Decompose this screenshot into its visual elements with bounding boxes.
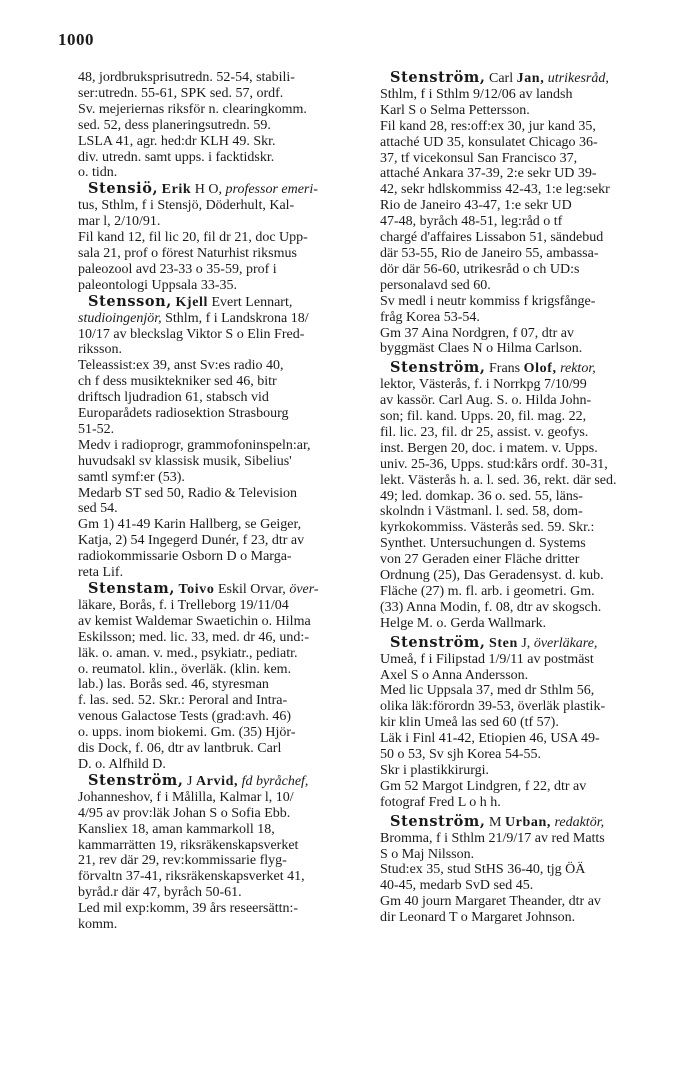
entry-given-name: Sten xyxy=(489,635,518,651)
entry-line: där 53-55, Rio de Janeiro 55, ambassa- xyxy=(380,245,599,261)
entry-line: 51-52. xyxy=(78,421,115,437)
entry-given-name: Arvid, xyxy=(195,773,239,789)
entry-line: venous Galactose Tests (grad:avh. 46) xyxy=(78,709,291,725)
entry-line: fotograf Fred L o h h. xyxy=(380,794,501,810)
entry-line: Skr i plastikkirurgi. xyxy=(380,762,490,778)
entry-line: son; fil. kand. Upps. 20, fil. mag. 22, xyxy=(380,409,587,425)
entry-line: olika läk:förordn 39-53, överläk plastik- xyxy=(380,699,606,715)
entry-line: komm. xyxy=(78,917,118,933)
entry-line: univ. 25-36, Upps. stud:kårs ordf. 30-31, xyxy=(380,456,608,472)
entry-line: Sv medl i neutr kommiss f krigsfånge- xyxy=(380,293,596,309)
entry-line: 37, tf vicekonsul San Francisco 37, xyxy=(380,150,578,166)
entry-line: Rio de Janeiro 43-47, 1:e sekr UD xyxy=(380,198,572,214)
entry-line: huvudsakl sv klassisk musik, Sibelius' xyxy=(78,453,292,469)
entry-line: Karl S o Selma Pettersson. xyxy=(380,102,530,118)
entry-other-names: J xyxy=(187,773,193,789)
entry-line: personalavd sed 60. xyxy=(380,277,491,293)
entry-stensio xyxy=(78,181,360,293)
entry-surname: Stenström, xyxy=(390,812,486,830)
entry-line: Fil kand 28, res:off:ex 30, jur kand 35, xyxy=(380,118,596,134)
entry-line: o. upps. inom biokemi. Gm. (35) Hjör- xyxy=(78,725,296,741)
entry-line: f. las. sed. 52. Skr.: Peroral and Intra- xyxy=(78,693,288,709)
entry-line: sed 54. xyxy=(78,501,118,517)
entry-line: inst. Bergen 20, doc. i matem. v. Upps. xyxy=(380,440,598,456)
entry-line: S o Maj Nilsson. xyxy=(380,846,475,862)
entry-title: redaktör, xyxy=(554,814,605,830)
entry-line: Bromma, f i Sthlm 21/9/17 av red Matts xyxy=(380,830,605,846)
entry-line: sed. 52, dess planeringsutredn. 59. xyxy=(78,117,271,133)
entry-other-names: Carl xyxy=(489,71,514,86)
entry-heading xyxy=(78,294,360,311)
entry-line: Medv i radioprogr, grammofoninspeln:ar, xyxy=(78,437,311,453)
entry-line: ser:utredn. 55-61, SPK sed. 57, ordf. xyxy=(78,85,284,101)
entry-line: Led mil exp:komm, 39 års reseersättn:- xyxy=(78,901,299,917)
entry-line: 50 o 53, Sv sjh Korea 54-55. xyxy=(380,747,541,763)
entry-line: Katja, 2) 54 Ingegerd Dunér, f 23, dtr av xyxy=(78,533,305,549)
entry-other-names: J, xyxy=(521,635,531,651)
entry-surname: Stensson, xyxy=(88,292,172,310)
entry-line: (33) Anna Modin, f. 08, dtr av skogsch. xyxy=(380,599,602,615)
entry-stenstrom-olof xyxy=(380,360,674,631)
entry-line: radiokommissarie Osborn D o Marga- xyxy=(78,549,292,565)
entry-line: Sv. mejeriernas riksför n. clearingkomm. xyxy=(78,101,307,117)
entry-line: dör där 56-60, utrikesråd o ch UD:s xyxy=(380,261,580,277)
entry-line: lab.) las. Borås sed. 46, styresman xyxy=(78,677,269,693)
entry-stenstam xyxy=(78,581,360,773)
entry-surname: Stenström, xyxy=(390,69,486,86)
entry-heading xyxy=(78,773,360,790)
entry-heading xyxy=(78,181,360,198)
entry-line: o. reumatol. klin., överläk. (klin. kem. xyxy=(78,661,292,677)
entry-line: samtl symf:er (53). xyxy=(78,469,185,485)
entry-line: dis Dock, f. 06, dtr av lantbruk. Carl xyxy=(78,741,282,757)
entry-line: Umeå, f i Filipstad 1/9/11 av postmäst xyxy=(380,651,594,667)
entry-line: Fläche (27) m. fl. arb. i geometri. Gm. xyxy=(380,584,595,599)
entry-surname: Stenström, xyxy=(390,359,486,377)
entry-surname: Stenström, xyxy=(390,633,486,651)
entry-line: Johanneshov, f i Målilla, Kalmar l, 10/ xyxy=(78,789,294,805)
entry-line: o. tidn. xyxy=(78,165,118,181)
entry-line: paleontologi Uppsala 33-35. xyxy=(78,277,238,293)
entry-line: Med lic Uppsala 37, med dr Sthlm 56, xyxy=(380,683,595,699)
entry-surname: Stenström, xyxy=(88,771,184,789)
entry-line: fråg Korea 53-54. xyxy=(380,309,480,325)
entry-stenstrom-sten xyxy=(380,635,674,811)
entry-line: paleozool avd 23-33 o 35-59, prof i xyxy=(78,261,277,277)
entry-line-text: Sthlm, f i Landskrona 18/ xyxy=(165,310,309,326)
entry-line: Axel S o Anna Andersson. xyxy=(380,667,529,683)
entry-title: fd byråchef, xyxy=(241,773,309,789)
entry-line: läk. o. aman. v. med., psykiatr., pediatr. xyxy=(78,645,298,661)
entry-line: Gm 40 journ Margaret Theander, dtr av xyxy=(380,894,601,910)
entry-given-name: Urban, xyxy=(504,814,551,830)
entry-line: lektor, Västerås, f. i Norrkpg 7/10/99 xyxy=(380,377,587,393)
entry-line: läkare, Borås, f. i Trelleborg 19/11/04 xyxy=(78,597,289,613)
entry-surname: Stenstam, xyxy=(88,580,175,597)
entry-title: studioingenjör, xyxy=(78,310,162,326)
entry-line: 21, rev där 29, rev:kommissarie flyg- xyxy=(78,853,287,869)
entry-line xyxy=(78,311,360,327)
entry-line: dir Leonard T o Margaret Johnson. xyxy=(380,910,576,926)
entry-surname: Stensiö, xyxy=(88,180,159,198)
entry-line: mar l, 2/10/91. xyxy=(78,214,161,230)
entry-line: byråd.r där 47, byråch 50-61. xyxy=(78,885,242,901)
entry-line: Fil kand 12, fil lic 20, fil dr 21, doc Upp- xyxy=(78,230,308,246)
entry-line: attaché UD 35, konsulatet Chicago 36- xyxy=(380,134,598,150)
continuation-entry xyxy=(78,70,360,181)
entry-title: överläkare, xyxy=(533,635,598,651)
entry-title: rektor, xyxy=(560,361,596,377)
left-column xyxy=(78,70,360,933)
entry-line: chargé d'affaires Lissabon 51, sändebud xyxy=(380,230,604,246)
entry-line: 48, jordbruksprisutredn. 52-54, stabili- xyxy=(78,70,295,85)
entry-line: D. o. Alfhild D. xyxy=(78,756,166,772)
entry-other-names: Frans xyxy=(489,361,521,377)
entry-line: 49; led. domkap. 36 o. sed. 55, läns- xyxy=(380,488,583,504)
entry-line: ch f dess musiktekniker sed 46, bitr xyxy=(78,374,277,390)
entry-line: reta Lif. xyxy=(78,565,124,581)
entry-line: Synthet. Untersuchungen d. Systems xyxy=(380,536,586,552)
entry-line: 40-45, medarb SvD sed 45. xyxy=(380,878,534,894)
entry-line: av kemist Waldemar Swaetichin o. Hilma xyxy=(78,613,311,629)
entry-line: von 27 Geraden einer Fläche dritter xyxy=(380,552,580,568)
entry-line: Läk i Finl 41-42, Etiopien 46, USA 49- xyxy=(380,731,600,747)
entry-line: kammarrätten 19, riksräkenskapsverket xyxy=(78,837,299,853)
entry-line: tus, Sthlm, f i Stensjö, Döderhult, Kal- xyxy=(78,198,295,214)
entry-line: riksson. xyxy=(78,342,122,358)
entry-title: professor emeri- xyxy=(225,182,318,198)
entry-other-names: H O, xyxy=(194,182,223,198)
entry-stenstrom-jan xyxy=(380,70,674,357)
entry-line: lekt. Västerås h. a. l. sed. 36, rekt. där sed. xyxy=(380,472,617,488)
entry-line: fil. lic. 23, fil. dr 25, assist. v. geofys. xyxy=(380,424,589,440)
entry-line: av kassör. Carl Aug. S. o. Hilda John- xyxy=(380,393,592,409)
entry-line: LSLA 41, agr. hed:dr KLH 49. Skr. xyxy=(78,133,276,149)
entry-line: Helge M. o. Gerda Wallmark. xyxy=(380,615,547,631)
entry-line: Kansliex 18, aman kammarkoll 18, xyxy=(78,821,275,837)
entry-line: attaché Ankara 37-39, 2:e sekr UD 39- xyxy=(380,166,597,182)
entry-given-name: Toivo xyxy=(178,582,215,597)
entry-title: utrikesråd, xyxy=(547,71,609,86)
entry-heading xyxy=(380,360,674,377)
entry-line: Gm 37 Aina Nordgren, f 07, dtr av xyxy=(380,325,575,341)
page-number: 1000 xyxy=(58,30,94,49)
entry-title: över- xyxy=(289,582,319,597)
entry-line: sala 21, prof o förest Naturhist riksmus xyxy=(78,245,297,261)
right-column xyxy=(380,70,674,926)
entry-given-name: Jan, xyxy=(516,71,545,86)
entry-line: 42, sekr hdlskommiss 42-43, 1:e leg:sekr xyxy=(380,182,610,198)
entry-line: Stud:ex 35, stud StHS 36-40, tjg ÖÄ xyxy=(380,862,586,878)
entry-given-name: Olof, xyxy=(523,361,557,377)
entry-line: Medarb ST sed 50, Radio & Television xyxy=(78,485,297,501)
entry-line: Teleassist:ex 39, anst Sv:es radio 40, xyxy=(78,358,284,374)
entry-line: förvaltn 37-41, riksräkenskapsverket 41, xyxy=(78,869,305,885)
entry-heading xyxy=(380,635,674,652)
entry-other-names: M xyxy=(489,814,502,830)
entry-line: Gm 1) 41-49 Karin Hallberg, se Geiger, xyxy=(78,517,302,533)
entry-line: kir klin Umeå las sed 60 (tf 57). xyxy=(380,715,559,731)
entry-stenstrom-urban xyxy=(380,814,674,926)
entry-other-names: Evert Lennart, xyxy=(211,294,293,310)
entry-other-names: Eskil Orvar, xyxy=(217,582,286,597)
entry-line: Ordnung (25), Das Geradensyst. d. kub. xyxy=(380,568,604,584)
entry-line: 4/95 av prov:läk Johan S o Sofia Ebb. xyxy=(78,805,291,821)
entry-line: Eskilsson; med. lic. 33, med. dr 46, und:- xyxy=(78,629,309,645)
entry-line: driftsch ljudradion 61, stabsch vid xyxy=(78,390,269,406)
entry-line: Sthlm, f i Sthlm 9/12/06 av landsh xyxy=(380,86,573,102)
entry-line: kyrkokommiss. Västerås sed. 59. Skr.: xyxy=(380,520,595,536)
entry-line: 10/17 av bleckslag Viktor S o Elin Fred- xyxy=(78,326,305,342)
entry-line: skolndn i Västmanl. l. sed. 58, dom- xyxy=(380,504,583,520)
entry-stenstrom-arvid xyxy=(78,773,360,933)
entry-heading xyxy=(380,814,674,831)
entry-line: Gm 52 Margot Lindgren, f 22, dtr av xyxy=(380,778,587,794)
entry-given-name: Kjell xyxy=(175,294,208,310)
entry-heading xyxy=(78,581,360,598)
entry-line: 47-48, byråch 48-51, leg:råd o tf xyxy=(380,214,563,230)
entry-stensson xyxy=(78,294,360,581)
entry-given-name: Erik xyxy=(161,182,192,198)
entry-line: Europarådets radiosektion Strasbourg xyxy=(78,406,289,422)
entry-heading xyxy=(380,70,674,87)
entry-line: byggmäst Claes N o Hilma Carlson. xyxy=(380,341,583,357)
entry-line: div. utredn. samt upps. i facktidskr. xyxy=(78,149,275,165)
